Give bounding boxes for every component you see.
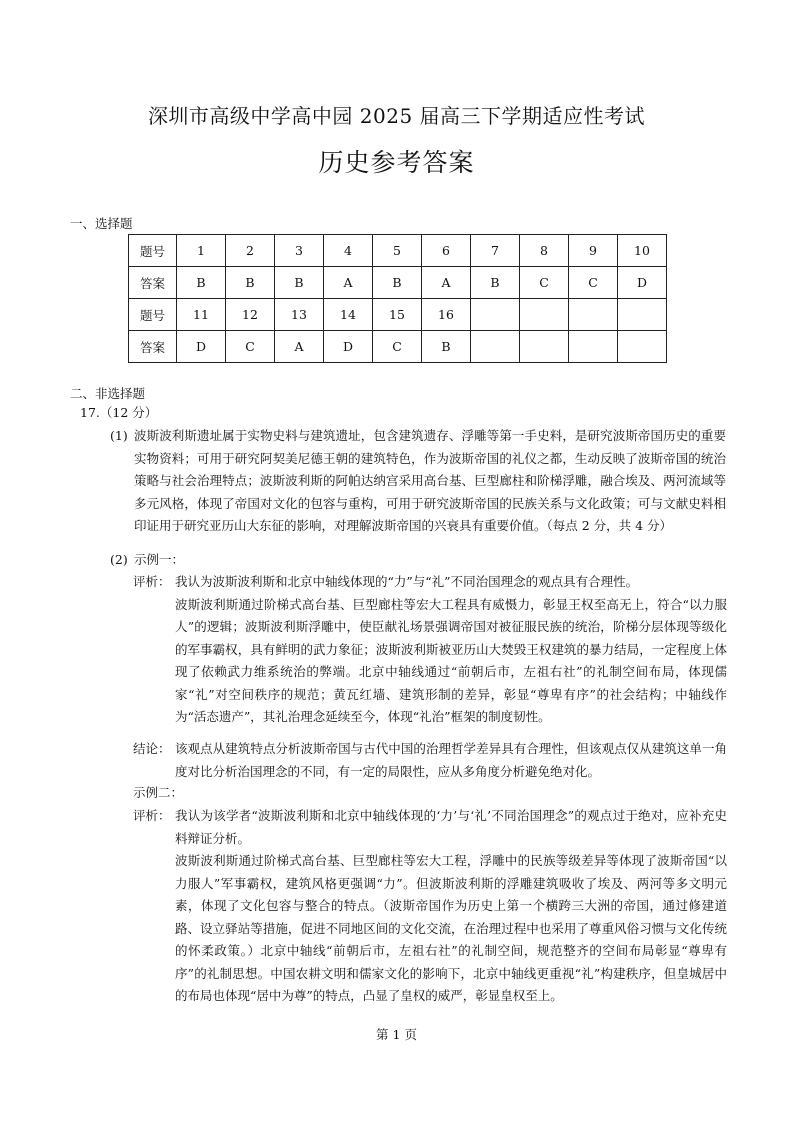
table-cell: 13 — [275, 299, 324, 331]
table-cell — [471, 331, 520, 363]
part-number: (1) — [110, 428, 128, 443]
table-cell: B — [471, 267, 520, 299]
table-cell: C — [373, 331, 422, 363]
analysis-paragraph: 波斯波利斯通过阶梯式高台基、巨型廊柱等宏大工程具有威慑力，彰显王权至高无上，符合“以力服人”的逻辑；波斯波利斯浮雕中，使臣献礼场景强调帝国对被征服民族的统治，阶梯分层体现等级化的军事霸权，具有鲜明的武力象征；波斯波利斯被亚历山大焚毁王权建筑的暴力结局，一定程度上体现了依赖武力维系统治的弊端。北京中轴线通过“前朝后市，左祖右社”的礼制空间布局，体现儒家“礼”对空间秩序的规范；黄瓦红墙、建筑形制的差异，彰显“尊卑有序”的社会结构；中轴线作为“活态遗产”，其礼治理念延续至今，体现“礼治”框架的制度韧性。 — [175, 596, 727, 724]
page-number: 第 1 页 — [376, 1027, 417, 1042]
analysis-label: 评析： — [133, 808, 171, 823]
table-cell: 1 — [177, 235, 226, 267]
answer-title: 历史参考答案 — [318, 148, 475, 177]
answer-text: 波斯波利斯遗址属于实物史料与建筑遗址，包含建筑遗存、浮雕等第一手史料，是研究波斯帝国历史的重要实物资料；可用于研究阿契美尼德王朝的建筑特色，作为波斯帝国的礼仪之都，生动反映了波斯帝国的统治策略与社会治理特点；波斯波利斯的阿帕达纳宫采用高台基、巨型廊柱和阶梯浮雕，融合埃及、两河流域等多元风格，体现了帝国对文化的包容与重构，可用于研究波斯帝国的民族关系与文化政策；可与文献史料相印证用于研究亚历山大东征的影响，对理解波斯帝国的兴衰具有重要价值。（每点 2 分，共 4 分） — [134, 428, 726, 533]
analysis-label: 评析： — [133, 574, 171, 589]
example-1-analysis — [175, 571, 727, 729]
row-label: 答案 — [129, 267, 177, 299]
table-row — [129, 331, 667, 363]
table-cell: D — [177, 331, 226, 363]
example-2-analysis — [175, 805, 727, 1008]
table-cell: B — [177, 267, 226, 299]
table-cell: A — [275, 331, 324, 363]
table-row — [129, 267, 667, 299]
table-cell — [618, 331, 667, 363]
table-cell: D — [618, 267, 667, 299]
table-cell: 7 — [471, 235, 520, 267]
table-row — [129, 299, 667, 331]
table-cell: A — [324, 267, 373, 299]
table-cell — [471, 299, 520, 331]
table-cell: A — [422, 267, 471, 299]
conclusion-label: 结论： — [133, 741, 171, 756]
table-cell: 8 — [520, 235, 569, 267]
analysis-paragraph: 我认为该学者“波斯波利斯和北京中轴线体现的‘力’与‘礼’不同治国理念”的观点过于绝对，应补充史料辩证分析。 — [175, 808, 727, 846]
section-heading-nonchoice: 二、非选择题 — [70, 386, 146, 401]
table-cell: 12 — [226, 299, 275, 331]
table-cell: 10 — [618, 235, 667, 267]
row-label: 题号 — [129, 235, 177, 267]
question-17-label: 17.（12 分） — [80, 405, 158, 420]
table-cell: 6 — [422, 235, 471, 267]
table-cell: 2 — [226, 235, 275, 267]
answer-table — [128, 234, 667, 363]
table-cell: 3 — [275, 235, 324, 267]
answer-part-1 — [110, 425, 726, 538]
table-cell: 11 — [177, 299, 226, 331]
table-cell: 5 — [373, 235, 422, 267]
table-cell: B — [275, 267, 324, 299]
table-cell: B — [226, 267, 275, 299]
analysis-paragraph: 我认为波斯波利斯和北京中轴线体现的“力”与“礼”不同治国理念的观点具有合理性。 — [175, 574, 639, 589]
table-cell: 14 — [324, 299, 373, 331]
table-cell: 9 — [569, 235, 618, 267]
table-cell: C — [520, 267, 569, 299]
table-cell — [520, 299, 569, 331]
table-cell: B — [422, 331, 471, 363]
example-1-conclusion: 该观点从建筑特点分析波斯帝国与古代中国的治理哲学差异具有合理性，但该观点仅从建筑这单一角度对比分析治国理念的不同，有一定的局限性，应从多角度分析避免绝对化。 — [175, 741, 727, 779]
section-heading-choice: 一、选择题 — [70, 216, 133, 231]
table-cell — [618, 299, 667, 331]
row-label: 答案 — [129, 331, 177, 363]
row-label: 题号 — [129, 299, 177, 331]
table-cell: 4 — [324, 235, 373, 267]
exam-title: 深圳市高级中学高中园 2025 届高三下学期适应性考试 — [147, 104, 646, 128]
table-cell: 15 — [373, 299, 422, 331]
table-cell — [520, 331, 569, 363]
table-cell: C — [226, 331, 275, 363]
example-1-label: 示例一： — [134, 552, 185, 567]
table-row — [129, 235, 667, 267]
table-cell: B — [373, 267, 422, 299]
part-2-number: (2) — [110, 552, 128, 567]
analysis-paragraph: 波斯波利斯通过阶梯式高台基、巨型廊柱等宏大工程，浮雕中的民族等级差异等体现了波斯帝国“以力服人”军事霸权，建筑风格更强调“力”。但波斯波利斯的浮雕建筑吸收了埃及、两河等多文明元素，体现了文化包容与整合的特点。（波斯帝国作为历史上第一个横跨三大洲的帝国，通过修建道路、设立驿站等措施，促进不同地区间的文化交流，在治理过程中也采用了尊重风俗习惯与文化传统的怀柔政策。）北京中轴线“前朝后市，左祖右社”的礼制空间，规范整齐的空间布局彰显“尊卑有序”的礼制思想。中国农耕文明和儒家文化的影响下，北京中轴线更重视“礼”构建秩序，但皇城居中的布局也体现“居中为尊”的特点，凸显了皇权的威严，彰显皇权至上。 — [175, 853, 727, 1003]
table-cell — [569, 299, 618, 331]
table-cell: D — [324, 331, 373, 363]
table-cell: C — [569, 267, 618, 299]
table-cell — [569, 331, 618, 363]
example-2-label: 示例二： — [133, 785, 184, 800]
table-cell: 16 — [422, 299, 471, 331]
